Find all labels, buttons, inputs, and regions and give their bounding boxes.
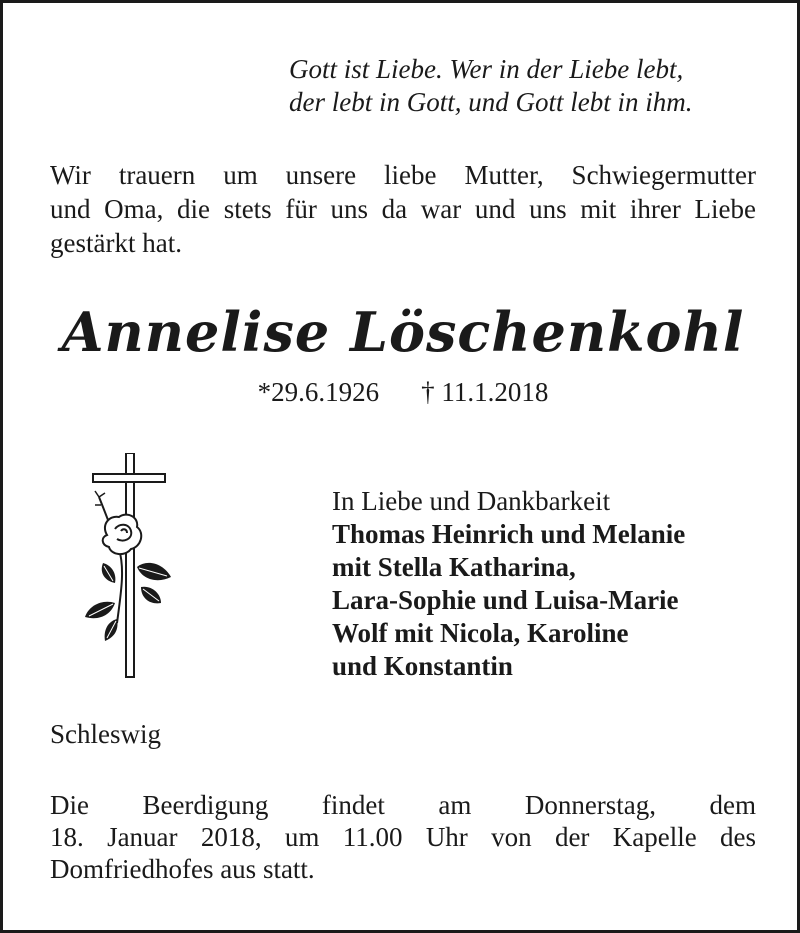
- mourners-names: [332, 518, 685, 683]
- mourner-line: Thomas Heinrich und Melanie: [332, 519, 686, 549]
- place-name: Schleswig: [50, 719, 161, 749]
- mourner-line: mit Stella Katharina,: [332, 552, 576, 582]
- funeral-line-1: Die Beerdigung findet am Donnerstag, dem: [50, 790, 756, 820]
- verse-line-2: der lebt in Gott, und Gott lebt in ihm.: [289, 87, 693, 117]
- mourner-line: und Konstantin: [332, 651, 513, 681]
- intro-line-2: und Oma, die stets für uns da war und uns mit ihrer Liebe: [50, 194, 756, 224]
- life-dates: [3, 376, 800, 408]
- birth-date: *29.6.1926: [257, 377, 380, 407]
- verse-line-1: Gott ist Liebe. Wer in der Liebe lebt,: [289, 54, 684, 84]
- death-date: † 11.1.2018: [421, 377, 549, 407]
- intro-line-1: Wir trauern um unsere liebe Mutter, Schwiegermutter: [50, 160, 756, 190]
- funeral-line-2: 18. Januar 2018, um 11.00 Uhr von der Kapelle des: [50, 822, 756, 852]
- mourner-line: Wolf mit Nicola, Karoline: [332, 618, 629, 648]
- funeral-notice: [50, 789, 756, 885]
- mourners-block: [332, 485, 685, 683]
- intro-line-3: gestärkt hat.: [50, 228, 182, 258]
- bible-verse: [289, 53, 692, 119]
- funeral-line-3: Domfriedhofes aus statt.: [50, 854, 315, 884]
- cross-with-rose-icon: [81, 453, 177, 679]
- mourning-statement: [50, 158, 756, 260]
- mourner-line: Lara-Sophie und Luisa-Marie: [332, 585, 679, 615]
- mourners-lead: In Liebe und Dankbarkeit: [332, 486, 611, 516]
- deceased-name: Annelise Löschenkohl: [61, 300, 745, 364]
